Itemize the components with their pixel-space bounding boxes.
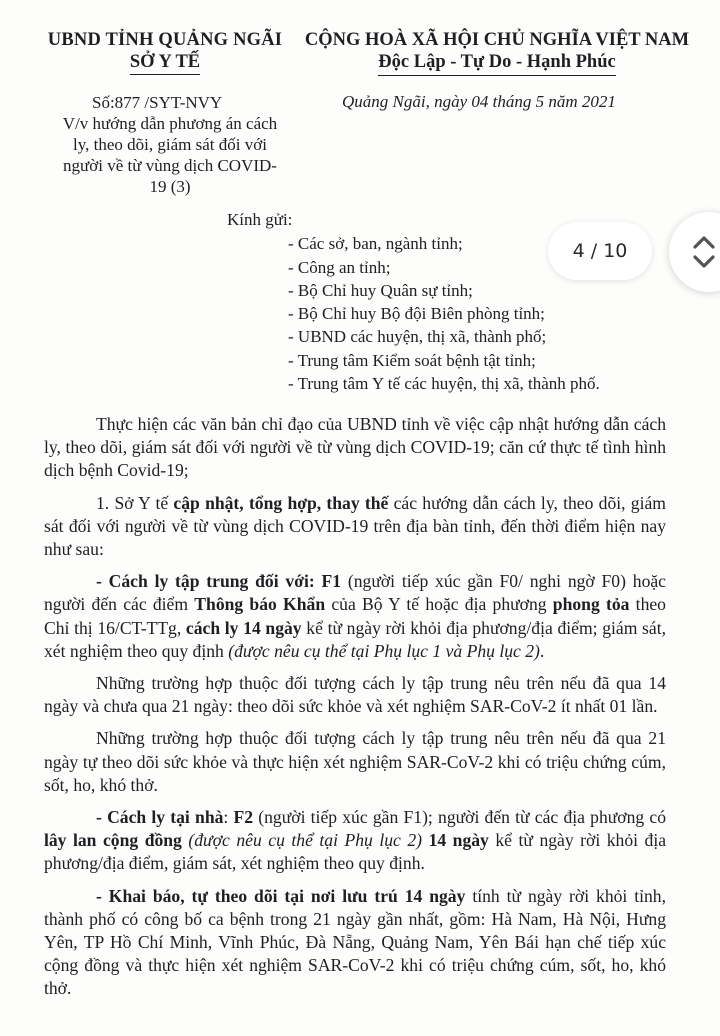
text-run-italic: (được nêu cụ thể tại Phụ lục 2) [188, 830, 423, 851]
paragraph-concentrated-quarantine [44, 570, 666, 663]
recipient-item: - Bộ Chỉ huy Bộ đội Biên phòng tỉnh; [288, 304, 545, 324]
subject-line: người về từ vùng dịch COVID- [63, 156, 277, 175]
text-run: (người tiếp xúc gần F1); người đến từ các địa phương có [253, 807, 666, 828]
recipient-item: - UBND các huyện, thị xã, thành phố; [288, 327, 547, 347]
text-run: 1. Sở Y tế [96, 492, 174, 513]
text-run: kể từ ngày rời khỏi địa phương/địa điểm, giám sát, xét nghiệm theo quy định. [44, 830, 667, 874]
text-run-bold: F2 [233, 807, 254, 828]
text-run: theo Chỉ thị 16/CT-TTg, [44, 594, 666, 638]
paragraph-self-monitoring [44, 885, 666, 1001]
text-run: tính từ ngày rời khỏi tỉnh, thành phố có công bố ca bệnh trong 21 ngày gần nhất, gồm: Hà Nam, Hà Nội, Hưng Yên, TP Hồ Chí Minh, Vĩnh Phúc, Đà Nẵng, Quảng Nam, Yên Bái hạn chế tiếp xúc cộng đồng và thực hiện xét nghiệm SAR-CoV-2 khi có triệu chứng cúm, sốt, ho, khó thở. [44, 885, 666, 999]
document-number: Số:877 /SYT-NVY [92, 93, 223, 112]
subject-line: ly, theo dõi, giám sát đối với [73, 135, 267, 154]
text-run-bold: phong tỏa [552, 594, 630, 615]
paragraph-14-21-days: Những trường hợp thuộc đối tượng cách ly tập trung nêu trên nếu đã qua 14 ngày và chưa qua 21 ngày: theo dõi sức khỏe và xét nghiệm SAR-CoV-2 ít nhất 01 lần. [44, 673, 666, 717]
national-title: CỘNG HOÀ XÃ HỘI CHỦ NGHĨA VIỆT NAM [304, 30, 690, 50]
text-run: : [223, 807, 234, 828]
text-run-bold: cách ly 14 ngày [185, 617, 302, 638]
recipient-item: - Trung tâm Kiểm soát bệnh tật tỉnh; [288, 350, 536, 370]
document-date: Quảng Ngãi, ngày 04 tháng 5 năm 2021 [342, 92, 616, 111]
text-run-bold: cập nhật, tổng hợp, thay thế [173, 492, 389, 513]
text-run-bold: - Cách ly tại nhà [96, 807, 224, 828]
text-run-bold: - Khai báo, tự theo dõi tại nơi lưu trú 14 ngày [96, 885, 466, 906]
text-run: . [539, 640, 545, 661]
issuer-dept: SỞ Y TẾ [129, 52, 201, 72]
issuer-header [40, 30, 290, 73]
subject-line: 19 (3) [149, 177, 191, 196]
text-run-bold: 14 ngày [428, 830, 489, 851]
text-run: của Bộ Y tế hoặc địa phương [325, 594, 553, 615]
recipient-item: - Bộ Chỉ huy Quân sự tỉnh; [288, 280, 473, 300]
paragraph-intro: Thực hiện các văn bản chỉ đạo của UBND tỉnh về việc cập nhật hướng dẫn cách ly, theo dõi, giám sát đối với người về từ vùng dịch COVID-19; căn cứ thực tế tình hình dịch bệnh Covid-19; [44, 414, 666, 481]
text-run: các hướng dẫn cách ly, theo dõi, giám sát đối với người về từ vùng dịch COVID-19 trên địa bàn tỉnh, đến thời điểm hiện nay như sau: [44, 492, 666, 560]
recipient-item: - Các sở, ban, ngành tỉnh; [288, 234, 463, 254]
subject-line: V/v hướng dẫn phương án cách [62, 114, 278, 133]
recipients-label: Kính gửi: [227, 210, 293, 229]
text-run-bold: Thông báo Khẩn [194, 594, 326, 615]
paragraph-section-1 [44, 492, 666, 562]
issuer-org: UBND TỈNH QUẢNG NGÃI [47, 30, 283, 50]
recipients-list [227, 232, 600, 395]
recipient-item: - Trung tâm Y tế các huyện, thị xã, thành phố. [288, 374, 600, 394]
page-indicator: 4 / 10 [548, 222, 652, 280]
paragraph-home-quarantine [44, 806, 666, 876]
document-body [44, 413, 666, 1001]
text-run-bold: - Cách ly tập trung đối với: F1 [96, 571, 342, 592]
text-run: kể từ ngày rời khỏi địa phương/địa điểm; giám sát, xét nghiệm theo quy định [44, 617, 666, 661]
text-run: (người tiếp xúc gần F0/ nghi ngờ F0) hoặc người đến các điểm [44, 571, 666, 615]
national-header [297, 30, 697, 73]
recipients-block [227, 208, 600, 395]
paragraph-over-21-days: Những trường hợp thuộc đối tượng cách ly tập trung nêu trên nếu đã qua 21 ngày tự theo dõi sức khỏe và thực hiện xét nghiệm SAR-CoV-2 khi có triệu chứng cúm, sốt, ho, khó thở. [44, 728, 666, 795]
text-run-italic: (được nêu cụ thể tại Phụ lục 1 và Phụ lục 2) [228, 640, 540, 661]
national-motto: Độc Lập - Tự Do - Hạnh Phúc [378, 52, 616, 72]
text-run-bold: lây lan cộng đồng [44, 830, 182, 851]
up-down-chevron-icon [693, 235, 715, 269]
recipient-item: - Công an tỉnh; [288, 257, 391, 277]
document-subject [44, 113, 296, 197]
